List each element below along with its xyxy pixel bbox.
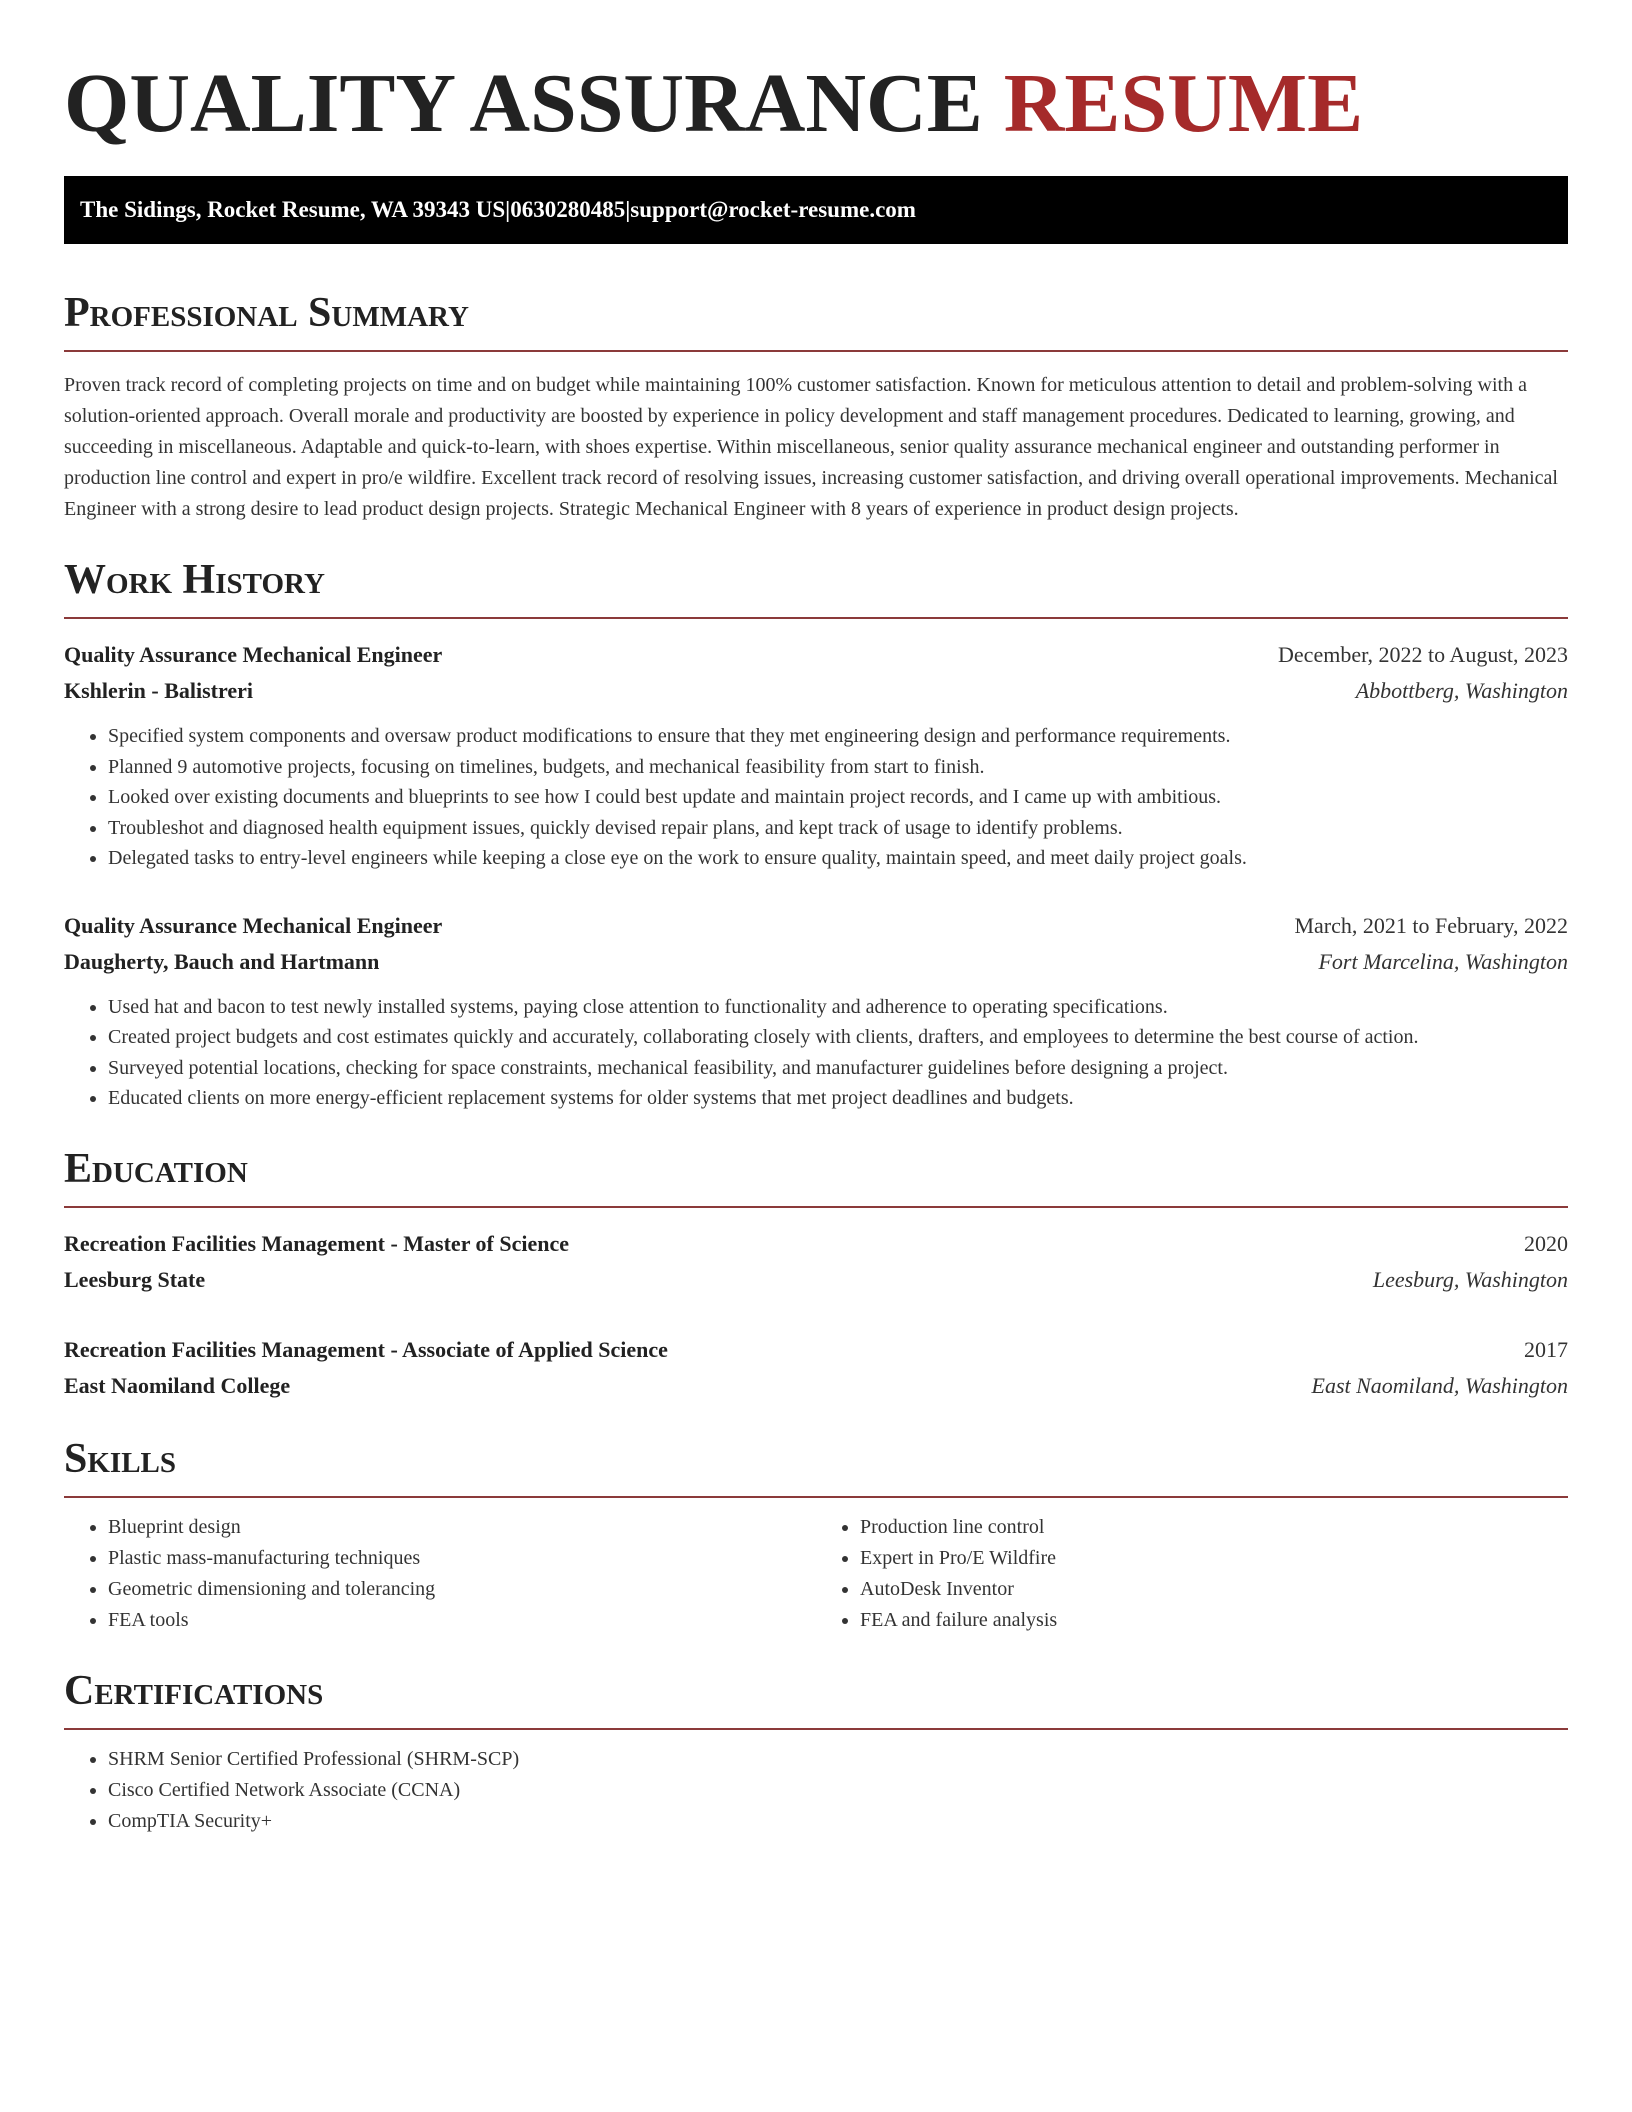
section-heading: Professional Summary [64, 290, 469, 336]
job-entry [64, 908, 1568, 1114]
contact-address: The Sidings, Rocket Resume, WA 39343 US [80, 197, 506, 222]
list-item: • Delegated tasks to entry-level engineers while keeping a close eye on the work to ensure quality, maintain speed, and meet daily project goals. [108, 843, 1568, 874]
job-entry [64, 637, 1568, 874]
job-company: Kshlerin - Balistreri [64, 678, 254, 703]
list-item: • Troubleshot and diagnosed health equipment issues, quickly devised repair plans, and kept track of usage to identify problems. [108, 813, 1568, 844]
education-entry [64, 1332, 1568, 1404]
contact-email: support@rocket-resume.com [630, 197, 916, 222]
skills-columns [64, 1512, 1568, 1636]
education-degree: Recreation Facilities Management - Associate of Applied Science [64, 1336, 668, 1362]
education-degree: Recreation Facilities Management - Master of Science [64, 1230, 570, 1256]
job-bullets [64, 721, 1568, 874]
section-heading: Education [64, 1145, 248, 1192]
list-item: • Created project budgets and cost estimates quickly and accurately, collaborating closely with clients, drafters, and employees to determine the best course of action. [108, 1022, 1568, 1053]
job-dates: December, 2022 to August, 2023 [1278, 642, 1568, 667]
education-school: Leesburg State [64, 1266, 206, 1292]
education-section [64, 1144, 1568, 1404]
contact-bar [64, 176, 1568, 244]
job-location: Fort Marcelina, Washington [1318, 948, 1568, 974]
contact-separator: | [505, 197, 511, 222]
education-entry [64, 1226, 1568, 1298]
list-item: • Educated clients on more energy-efficient replacement systems for older systems that met project deadlines and budgets. [108, 1083, 1568, 1114]
job-header-row [64, 908, 1568, 944]
section-divider [64, 1496, 1568, 1498]
skill-item: • Production line control [860, 1512, 1568, 1543]
section-heading: Skills [64, 1435, 177, 1482]
skills-list-left [64, 1512, 816, 1636]
work-history-section [64, 555, 1568, 1114]
job-bullets [64, 992, 1568, 1114]
resume-title [64, 56, 1568, 152]
job-dates: March, 2021 to February, 2022 [1294, 912, 1568, 938]
job-company: Daugherty, Bauch and Hartmann [64, 948, 380, 974]
certifications-list [64, 1744, 1568, 1837]
skill-item: • Plastic mass-manufacturing techniques [108, 1543, 816, 1574]
section-divider [64, 1206, 1568, 1208]
education-year: 2020 [1524, 1230, 1568, 1256]
certification-item: • CompTIA Security+ [108, 1806, 1568, 1837]
job-header-row [64, 637, 1568, 673]
skill-item: • FEA tools [108, 1605, 816, 1636]
section-divider [64, 350, 1568, 352]
skills-section [64, 1434, 1568, 1636]
section-divider [64, 1728, 1568, 1730]
skill-item: • Geometric dimensioning and tolerancing [108, 1574, 816, 1605]
job-title: Quality Assurance Mechanical Engineer [64, 642, 443, 667]
summary-section [64, 288, 1568, 525]
job-company-row [64, 673, 1568, 709]
education-header-row [64, 1226, 1568, 1262]
resume-title-accent: RESUME [1003, 57, 1364, 150]
certification-item: • Cisco Certified Network Associate (CCNA) [108, 1775, 1568, 1806]
education-location: Leesburg, Washington [1372, 1266, 1568, 1292]
education-year: 2017 [1524, 1336, 1568, 1362]
education-school: East Naomiland College [64, 1372, 291, 1398]
education-location: East Naomiland, Washington [1311, 1372, 1568, 1398]
contact-phone: 0630280485 [510, 197, 626, 222]
section-heading: Work History [64, 557, 325, 603]
education-header-row [64, 1332, 1568, 1368]
list-item: • Planned 9 automotive projects, focusing on timelines, budgets, and mechanical feasibility from start to finish. [108, 752, 1568, 783]
certification-item: • SHRM Senior Certified Professional (SHRM-SCP) [108, 1744, 1568, 1775]
section-heading: Certifications [64, 1667, 324, 1714]
skill-item: • FEA and failure analysis [860, 1605, 1568, 1636]
contact-separator: | [625, 197, 631, 222]
job-company-row [64, 944, 1568, 980]
list-item: • Surveyed potential locations, checking for space constraints, mechanical feasibility, and manufacturer guidelines before designing a project. [108, 1053, 1568, 1084]
list-item: • Looked over existing documents and blueprints to see how I could best update and maintain project records, and I came up with ambitious. [108, 782, 1568, 813]
education-school-row [64, 1262, 1568, 1298]
list-item: • Specified system components and oversaw product modifications to ensure that they met engineering design and performance requirements. [108, 721, 1568, 752]
summary-text: Proven track record of completing projects on time and on budget while maintaining 100% customer satisfaction. Known for meticulous attention to detail and problem-solving with a solution-oriented approach. Overall morale and productivity are boosted by experience in policy development and staff management procedures. Dedicated to learning, growing, and succeeding in miscellaneous. Adaptable and quick-to-learn, with shoes expertise. Within miscellaneous, senior quality assurance mechanical engineer and outstanding performer in production line control and expert in pro/e wildfire. Excellent track record of resolving issues, increasing customer satisfaction, and driving overall operational improvements. Mechanical Engineer with a strong desire to lead product design projects. Strategic Mechanical Engineer with 8 years of experience in product design projects. [64, 374, 1558, 520]
job-title: Quality Assurance Mechanical Engineer [64, 912, 443, 938]
resume-title-main: QUALITY ASSURANCE [64, 57, 983, 150]
section-divider [64, 617, 1568, 619]
skill-item: • Blueprint design [108, 1512, 816, 1543]
skill-item: • Expert in Pro/E Wildfire [860, 1543, 1568, 1574]
certifications-section [64, 1666, 1568, 1837]
list-item: • Used hat and bacon to test newly installed systems, paying close attention to functionality and adherence to operating specifications. [108, 992, 1568, 1023]
job-location: Abbottberg, Washington [1355, 678, 1568, 703]
skill-item: • AutoDesk Inventor [860, 1574, 1568, 1605]
skills-list-right [816, 1512, 1568, 1636]
education-school-row [64, 1368, 1568, 1404]
